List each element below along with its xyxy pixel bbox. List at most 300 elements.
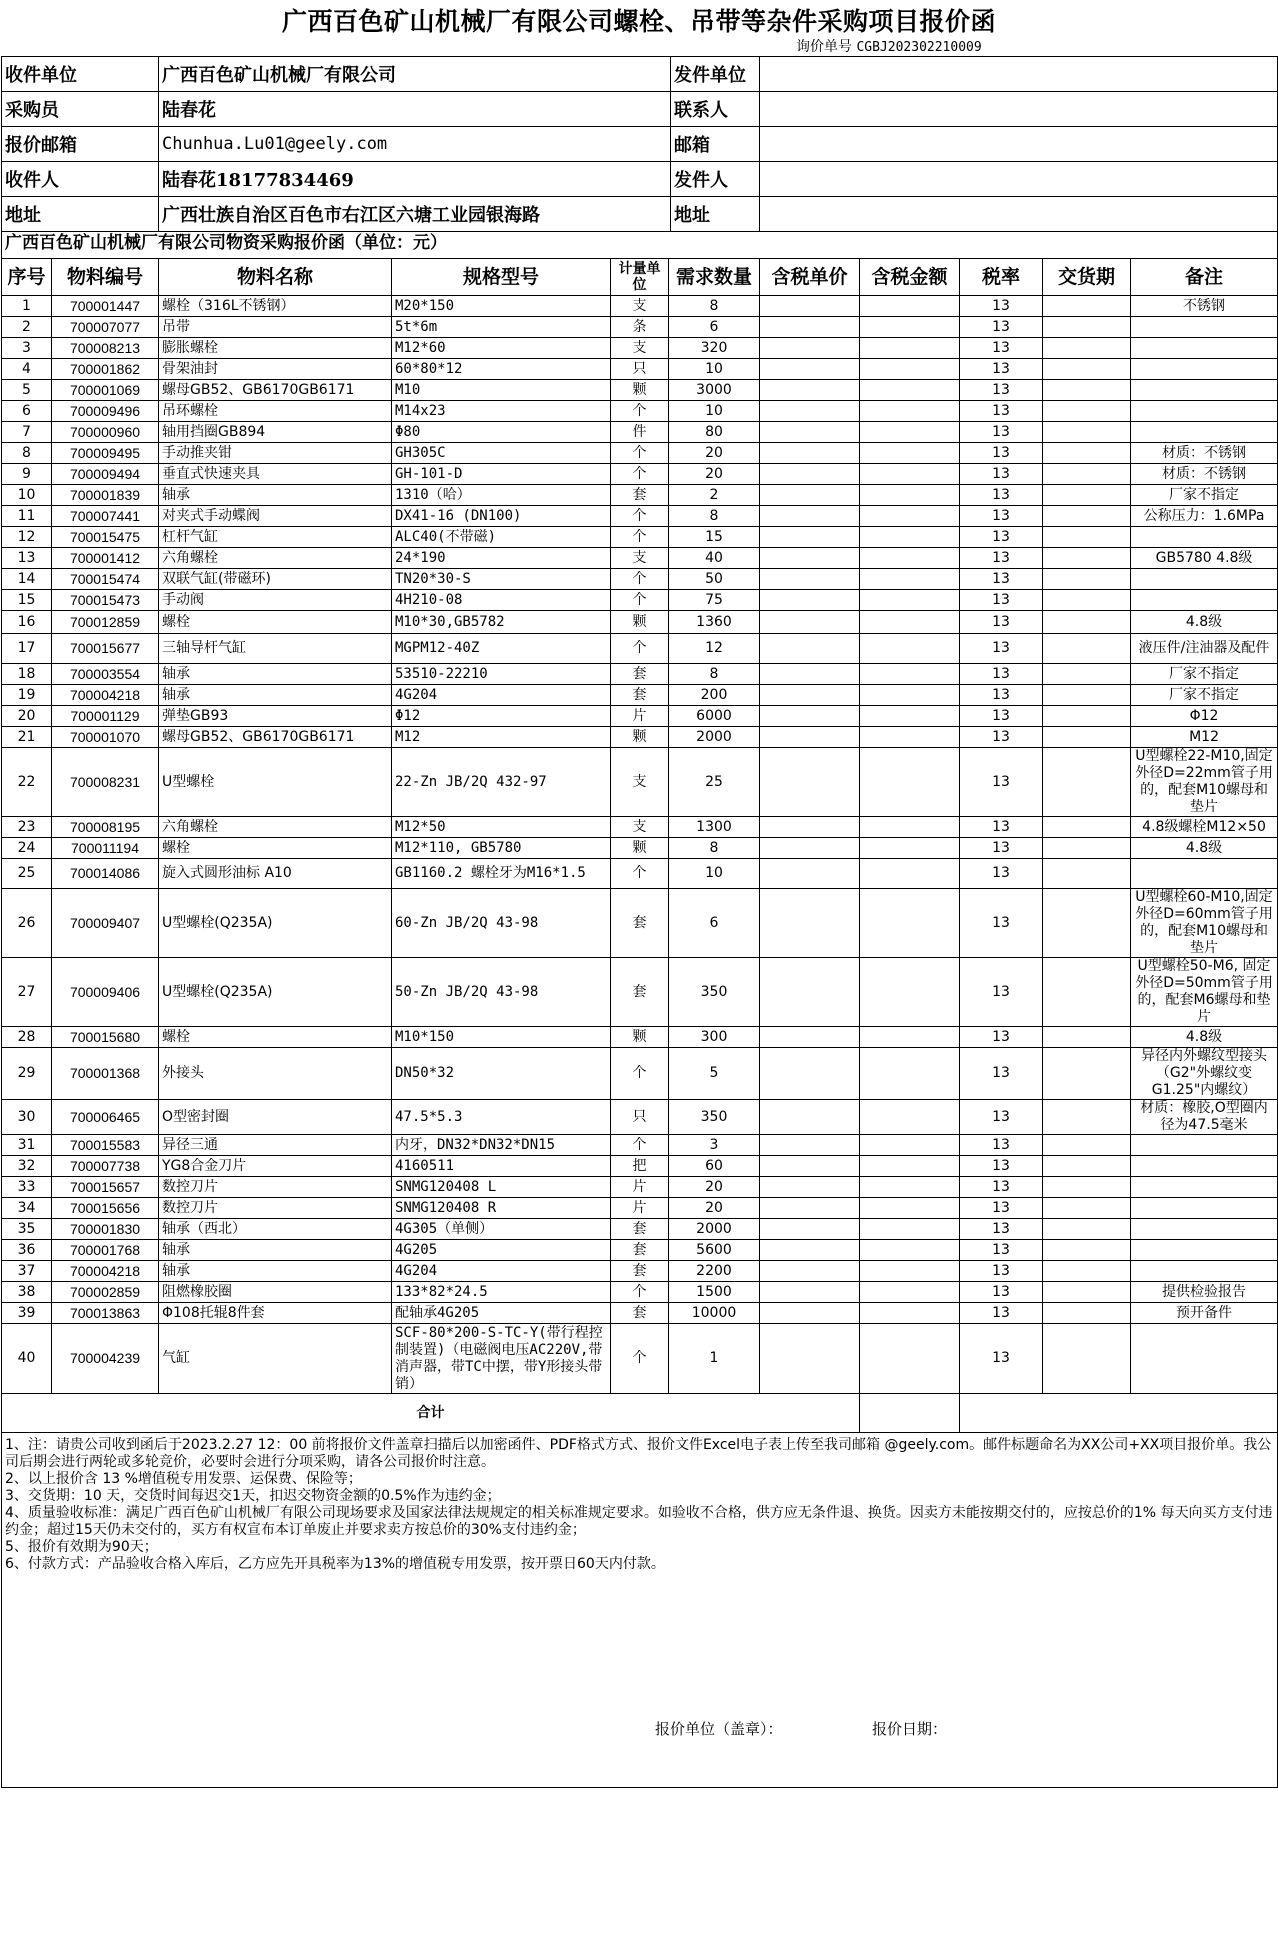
cell-tax: 13 (960, 590, 1043, 611)
info-label: 地址 (2, 197, 159, 232)
cell-remark: 材质：不锈钢 (1131, 464, 1278, 485)
table-row (2, 464, 1278, 485)
cell-delivery[interactable] (1043, 464, 1131, 485)
cell-unit: 套 (611, 958, 669, 1027)
info-value: Chunhua.Lu01@geely.com (159, 127, 671, 162)
cell-unit: 套 (611, 1303, 669, 1324)
items-table (1, 229, 1278, 1788)
cell-price[interactable] (760, 527, 860, 548)
cell-name: 螺栓 (159, 611, 392, 634)
cell-qty: 1 (669, 1324, 760, 1394)
cell-price[interactable] (760, 889, 860, 958)
table-row (2, 443, 1278, 464)
cell-delivery[interactable] (1043, 1324, 1131, 1394)
cell-amount[interactable] (860, 958, 960, 1027)
cell-amount[interactable] (860, 1240, 960, 1261)
cell-name: U型螺栓(Q235A) (159, 958, 392, 1027)
column-header-row (2, 259, 1278, 296)
cell-qty: 20 (669, 443, 760, 464)
cell-price[interactable] (760, 859, 860, 889)
cell-no: 10 (2, 485, 52, 506)
cell-qty: 300 (669, 1027, 760, 1048)
cell-amount[interactable] (860, 1027, 960, 1048)
cell-delivery[interactable] (1043, 1100, 1131, 1135)
cell-qty: 1360 (669, 611, 760, 634)
cell-no: 15 (2, 590, 52, 611)
cell-name: 手动阀 (159, 590, 392, 611)
cell-delivery[interactable] (1043, 401, 1131, 422)
cell-price[interactable] (760, 1219, 860, 1240)
cell-delivery[interactable] (1043, 727, 1131, 748)
table-row (2, 317, 1278, 338)
cell-price[interactable] (760, 611, 860, 634)
cell-remark: 材质：不锈钢 (1131, 443, 1278, 464)
cell-delivery[interactable] (1043, 664, 1131, 685)
cell-amount[interactable] (860, 611, 960, 634)
cell-spec: SNMG120408 R (392, 1198, 611, 1219)
info-value: 陆春花 (159, 92, 671, 127)
cell-price[interactable] (760, 506, 860, 527)
cell-spec: 4H210-08 (392, 590, 611, 611)
cell-qty: 10000 (669, 1303, 760, 1324)
cell-tax: 13 (960, 422, 1043, 443)
cell-amount[interactable] (860, 685, 960, 706)
cell-amount[interactable] (860, 485, 960, 506)
cell-price[interactable] (760, 569, 860, 590)
cell-qty: 8 (669, 838, 760, 859)
cell-name: 外接头 (159, 1048, 392, 1100)
cell-remark (1131, 317, 1278, 338)
cell-delivery[interactable] (1043, 317, 1131, 338)
cell-no: 21 (2, 727, 52, 748)
cell-spec: 50-Zn JB/2Q 43-98 (392, 958, 611, 1027)
cell-price[interactable] (760, 1177, 860, 1198)
cell-unit: 条 (611, 317, 669, 338)
cell-spec: 47.5*5.3 (392, 1100, 611, 1135)
info-label: 发件人 (671, 162, 760, 197)
cell-price[interactable] (760, 748, 860, 817)
cell-price[interactable] (760, 1324, 860, 1394)
cell-tax: 13 (960, 817, 1043, 838)
info-label: 收件单位 (2, 57, 159, 92)
cell-delivery[interactable] (1043, 422, 1131, 443)
cell-price[interactable] (760, 634, 860, 664)
cell-qty: 3 (669, 1135, 760, 1156)
cell-delivery[interactable] (1043, 1177, 1131, 1198)
cell-no: 18 (2, 664, 52, 685)
cell-name: 螺母GB52、GB6170GB6171 (159, 727, 392, 748)
cell-amount[interactable] (860, 380, 960, 401)
table-row (2, 1240, 1278, 1261)
cell-tax: 13 (960, 443, 1043, 464)
cell-amount[interactable] (860, 859, 960, 889)
cell-code: 700009495 (52, 443, 159, 464)
cell-amount[interactable] (860, 338, 960, 359)
cell-amount[interactable] (860, 1219, 960, 1240)
cell-spec: M10 (392, 380, 611, 401)
cell-amount[interactable] (860, 1048, 960, 1100)
cell-tax: 13 (960, 1261, 1043, 1282)
cell-remark (1131, 1156, 1278, 1177)
cell-amount[interactable] (860, 889, 960, 958)
info-value-blank[interactable] (760, 197, 1278, 232)
inquiry-label: 询价单号 (796, 39, 852, 55)
cell-code: 700015656 (52, 1198, 159, 1219)
cell-tax: 13 (960, 506, 1043, 527)
table-row (2, 527, 1278, 548)
cell-qty: 40 (669, 548, 760, 569)
cell-spec: Φ12 (392, 706, 611, 727)
cell-amount[interactable] (860, 634, 960, 664)
cell-spec: ALC40(不带磁) (392, 527, 611, 548)
cell-remark (1131, 569, 1278, 590)
cell-no: 38 (2, 1282, 52, 1303)
info-value: 广西壮族自治区百色市右江区六塘工业园银海路 (159, 197, 671, 232)
table-row (2, 664, 1278, 685)
cell-price[interactable] (760, 590, 860, 611)
cell-tax: 13 (960, 464, 1043, 485)
table-row (2, 1219, 1278, 1240)
cell-code: 700007738 (52, 1156, 159, 1177)
table-row (2, 1048, 1278, 1100)
cell-name: 杠杆气缸 (159, 527, 392, 548)
cell-delivery[interactable] (1043, 706, 1131, 727)
cell-no: 11 (2, 506, 52, 527)
table-row (2, 296, 1278, 317)
cell-spec: 24*190 (392, 548, 611, 569)
cell-unit: 个 (611, 1135, 669, 1156)
cell-name: 三轴导杆气缸 (159, 634, 392, 664)
cell-unit: 个 (611, 464, 669, 485)
term-line: 6、付款方式：产品验收合格入库后，乙方应先开具税率为13%的增值税专用发票，按开票日60天内付款。 (5, 1556, 665, 1572)
cell-qty: 350 (669, 1100, 760, 1135)
cell-amount[interactable] (860, 1282, 960, 1303)
cell-price[interactable] (760, 317, 860, 338)
table-row (2, 838, 1278, 859)
cell-delivery[interactable] (1043, 634, 1131, 664)
cell-price[interactable] (760, 1261, 860, 1282)
column-header-amount: 含税金额 (860, 259, 960, 296)
table-row (2, 569, 1278, 590)
cell-qty: 5600 (669, 1240, 760, 1261)
cell-delivery[interactable] (1043, 359, 1131, 380)
info-label: 采购员 (2, 92, 159, 127)
cell-tax: 13 (960, 889, 1043, 958)
cell-price[interactable] (760, 464, 860, 485)
cell-price[interactable] (760, 1282, 860, 1303)
cell-amount[interactable] (860, 443, 960, 464)
cell-no: 14 (2, 569, 52, 590)
cell-name: 吊带 (159, 317, 392, 338)
table-row (2, 338, 1278, 359)
cell-amount[interactable] (860, 569, 960, 590)
cell-price[interactable] (760, 958, 860, 1027)
cell-delivery[interactable] (1043, 1048, 1131, 1100)
cell-price[interactable] (760, 1048, 860, 1100)
term-line: 4、质量验收标准：满足广西百色矿山机械厂有限公司现场要求及国家法律法规规定的相关标准规定要求。如验收不合格，供方应无条件退、换货。因卖方未能按期交付的，应按总价的1% 每天向买方支付违约金；超过15天仍未交付的，买方有权宣布本订单废止并要求卖方按总价的30%支付违约金； (5, 1505, 1273, 1538)
cell-amount[interactable] (860, 838, 960, 859)
cell-delivery[interactable] (1043, 685, 1131, 706)
cell-price[interactable] (760, 443, 860, 464)
cell-price[interactable] (760, 548, 860, 569)
cell-delivery[interactable] (1043, 859, 1131, 889)
cell-delivery[interactable] (1043, 1027, 1131, 1048)
cell-price[interactable] (760, 1303, 860, 1324)
cell-tax: 13 (960, 569, 1043, 590)
cell-unit: 片 (611, 1177, 669, 1198)
cell-spec: 4160511 (392, 1156, 611, 1177)
cell-name: 气缸 (159, 1324, 392, 1394)
cell-no: 3 (2, 338, 52, 359)
cell-delivery[interactable] (1043, 838, 1131, 859)
cell-price[interactable] (760, 1198, 860, 1219)
cell-delivery[interactable] (1043, 1135, 1131, 1156)
cell-amount[interactable] (860, 748, 960, 817)
cell-qty: 1500 (669, 1282, 760, 1303)
cell-no: 19 (2, 685, 52, 706)
cell-unit: 个 (611, 401, 669, 422)
terms-row (2, 1433, 1278, 1788)
cell-remark (1131, 380, 1278, 401)
cell-delivery[interactable] (1043, 748, 1131, 817)
cell-delivery[interactable] (1043, 958, 1131, 1027)
cell-price[interactable] (760, 380, 860, 401)
table-row (2, 817, 1278, 838)
cell-code: 700011194 (52, 838, 159, 859)
cell-amount[interactable] (860, 464, 960, 485)
terms-block (2, 1433, 1278, 1788)
cell-amount[interactable] (860, 706, 960, 727)
cell-unit: 片 (611, 706, 669, 727)
table-row (2, 611, 1278, 634)
cell-qty: 8 (669, 664, 760, 685)
cell-no: 27 (2, 958, 52, 1027)
cell-amount[interactable] (860, 1156, 960, 1177)
cell-remark: Φ12 (1131, 706, 1278, 727)
table-row (2, 548, 1278, 569)
cell-no: 24 (2, 838, 52, 859)
cell-unit: 支 (611, 548, 669, 569)
table-row (2, 1198, 1278, 1219)
cell-amount[interactable] (860, 590, 960, 611)
cell-amount[interactable] (860, 506, 960, 527)
table-row (2, 485, 1278, 506)
total-amount[interactable] (860, 1394, 960, 1433)
cell-remark: M12 (1131, 727, 1278, 748)
table-row (2, 1261, 1278, 1282)
cell-price[interactable] (760, 1156, 860, 1177)
cell-price[interactable] (760, 838, 860, 859)
cell-spec: DN50*32 (392, 1048, 611, 1100)
info-value-blank[interactable] (760, 127, 1278, 162)
cell-remark: GB5780 4.8级 (1131, 548, 1278, 569)
cell-no: 5 (2, 380, 52, 401)
cell-name: 弹垫GB93 (159, 706, 392, 727)
cell-delivery[interactable] (1043, 527, 1131, 548)
cell-no: 32 (2, 1156, 52, 1177)
cell-price[interactable] (760, 422, 860, 443)
info-value: 陆春花18177834469 (159, 162, 671, 197)
cell-delivery[interactable] (1043, 1219, 1131, 1240)
cell-price[interactable] (760, 296, 860, 317)
cell-unit: 个 (611, 590, 669, 611)
cell-amount[interactable] (860, 1177, 960, 1198)
cell-code: 700008213 (52, 338, 159, 359)
cell-amount[interactable] (860, 1135, 960, 1156)
cell-amount[interactable] (860, 1100, 960, 1135)
cell-name: 轴承 (159, 485, 392, 506)
cell-price[interactable] (760, 1240, 860, 1261)
page-title: 广西百色矿山机械厂有限公司螺栓、吊带等杂件采购项目报价函 (281, 7, 996, 36)
cell-delivery[interactable] (1043, 1303, 1131, 1324)
table-row (2, 401, 1278, 422)
cell-tax: 13 (960, 359, 1043, 380)
info-value-blank[interactable] (760, 162, 1278, 197)
cell-price[interactable] (760, 338, 860, 359)
cell-price[interactable] (760, 359, 860, 380)
cell-no: 7 (2, 422, 52, 443)
cell-remark: 4.8级 (1131, 1027, 1278, 1048)
cell-amount[interactable] (860, 401, 960, 422)
cell-code: 700015677 (52, 634, 159, 664)
cell-no: 35 (2, 1219, 52, 1240)
cell-delivery[interactable] (1043, 1282, 1131, 1303)
info-value-blank[interactable] (760, 57, 1278, 92)
cell-amount[interactable] (860, 727, 960, 748)
cell-delivery[interactable] (1043, 506, 1131, 527)
cell-price[interactable] (760, 401, 860, 422)
cell-spec: 配轴承4G205 (392, 1303, 611, 1324)
cell-price[interactable] (760, 485, 860, 506)
cell-code: 700001412 (52, 548, 159, 569)
cell-remark: 4.8级 (1131, 838, 1278, 859)
cell-amount[interactable] (860, 317, 960, 338)
cell-unit: 套 (611, 685, 669, 706)
cell-remark (1131, 401, 1278, 422)
cell-spec: 5t*6m (392, 317, 611, 338)
cell-delivery[interactable] (1043, 296, 1131, 317)
table-row (2, 1177, 1278, 1198)
cell-delivery[interactable] (1043, 1156, 1131, 1177)
cell-amount[interactable] (860, 548, 960, 569)
cell-amount[interactable] (860, 359, 960, 380)
cell-unit: 套 (611, 1261, 669, 1282)
table-row (2, 1282, 1278, 1303)
cell-price[interactable] (760, 1100, 860, 1135)
cell-price[interactable] (760, 727, 860, 748)
cell-amount[interactable] (860, 296, 960, 317)
cell-qty: 20 (669, 1198, 760, 1219)
cell-code: 700000960 (52, 422, 159, 443)
cell-remark (1131, 1324, 1278, 1394)
cell-price[interactable] (760, 685, 860, 706)
cell-unit: 支 (611, 296, 669, 317)
cell-tax: 13 (960, 1240, 1043, 1261)
cell-spec: M12*110, GB5780 (392, 838, 611, 859)
cell-delivery[interactable] (1043, 485, 1131, 506)
cell-remark: 不锈钢 (1131, 296, 1278, 317)
cell-code: 700001862 (52, 359, 159, 380)
cell-delivery[interactable] (1043, 1261, 1131, 1282)
cell-tax: 13 (960, 838, 1043, 859)
signature-unit-label: 报价单位（盖章）： (655, 1720, 783, 1738)
cell-price[interactable] (760, 1135, 860, 1156)
cell-delivery[interactable] (1043, 380, 1131, 401)
cell-tax: 13 (960, 548, 1043, 569)
info-value: 广西百色矿山机械厂有限公司 (159, 57, 671, 92)
cell-amount[interactable] (860, 527, 960, 548)
cell-delivery[interactable] (1043, 611, 1131, 634)
cell-qty: 10 (669, 359, 760, 380)
info-value-blank[interactable] (760, 92, 1278, 127)
cell-code: 700015583 (52, 1135, 159, 1156)
cell-amount[interactable] (860, 664, 960, 685)
cell-tax: 13 (960, 338, 1043, 359)
cell-delivery[interactable] (1043, 817, 1131, 838)
cell-price[interactable] (760, 664, 860, 685)
cell-price[interactable] (760, 1027, 860, 1048)
cell-delivery[interactable] (1043, 889, 1131, 958)
cell-name: YG8合金刀片 (159, 1156, 392, 1177)
table-row (2, 958, 1278, 1027)
cell-name: Φ108托辊8件套 (159, 1303, 392, 1324)
cell-price[interactable] (760, 706, 860, 727)
cell-qty: 8 (669, 506, 760, 527)
cell-amount[interactable] (860, 1198, 960, 1219)
cell-name: 数控刀片 (159, 1198, 392, 1219)
cell-amount[interactable] (860, 1303, 960, 1324)
cell-name: 螺栓 (159, 1027, 392, 1048)
cell-remark (1131, 1198, 1278, 1219)
term-line: 3、交货期：10 天，交货时间每迟交1天，扣迟交物资金额的0.5%作为违约金； (5, 1488, 501, 1504)
table-row (2, 634, 1278, 664)
cell-name: 螺栓（316L不锈钢） (159, 296, 392, 317)
cell-unit: 套 (611, 889, 669, 958)
cell-delivery[interactable] (1043, 590, 1131, 611)
cell-tax: 13 (960, 1100, 1043, 1135)
table-row (2, 859, 1278, 889)
cell-amount[interactable] (860, 1261, 960, 1282)
table-row (2, 506, 1278, 527)
cell-delivery[interactable] (1043, 443, 1131, 464)
cell-delivery[interactable] (1043, 569, 1131, 590)
cell-no: 37 (2, 1261, 52, 1282)
cell-tax: 13 (960, 401, 1043, 422)
cell-name: 六角螺栓 (159, 548, 392, 569)
cell-amount[interactable] (860, 422, 960, 443)
cell-spec: 133*82*24.5 (392, 1282, 611, 1303)
cell-spec: SCF-80*200-S-TC-Y(带行程控制装置)（电磁阀电压AC220V,带消声器，带TC中摆，带Y形接头带销） (392, 1324, 611, 1394)
cell-delivery[interactable] (1043, 1198, 1131, 1219)
cell-name: 轴承 (159, 1261, 392, 1282)
cell-delivery[interactable] (1043, 338, 1131, 359)
cell-price[interactable] (760, 817, 860, 838)
cell-no: 33 (2, 1177, 52, 1198)
cell-spec: 内牙，DN32*DN32*DN15 (392, 1135, 611, 1156)
info-label: 联系人 (671, 92, 760, 127)
table-row (2, 380, 1278, 401)
cell-unit: 只 (611, 1100, 669, 1135)
cell-delivery[interactable] (1043, 1240, 1131, 1261)
cell-name: 对夹式手动蝶阀 (159, 506, 392, 527)
cell-delivery[interactable] (1043, 548, 1131, 569)
cell-amount[interactable] (860, 1324, 960, 1394)
cell-amount[interactable] (860, 817, 960, 838)
column-header-qty: 需求数量 (669, 259, 760, 296)
cell-name: 轴用挡圈GB894 (159, 422, 392, 443)
cell-code: 700008195 (52, 817, 159, 838)
cell-tax: 13 (960, 1048, 1043, 1100)
